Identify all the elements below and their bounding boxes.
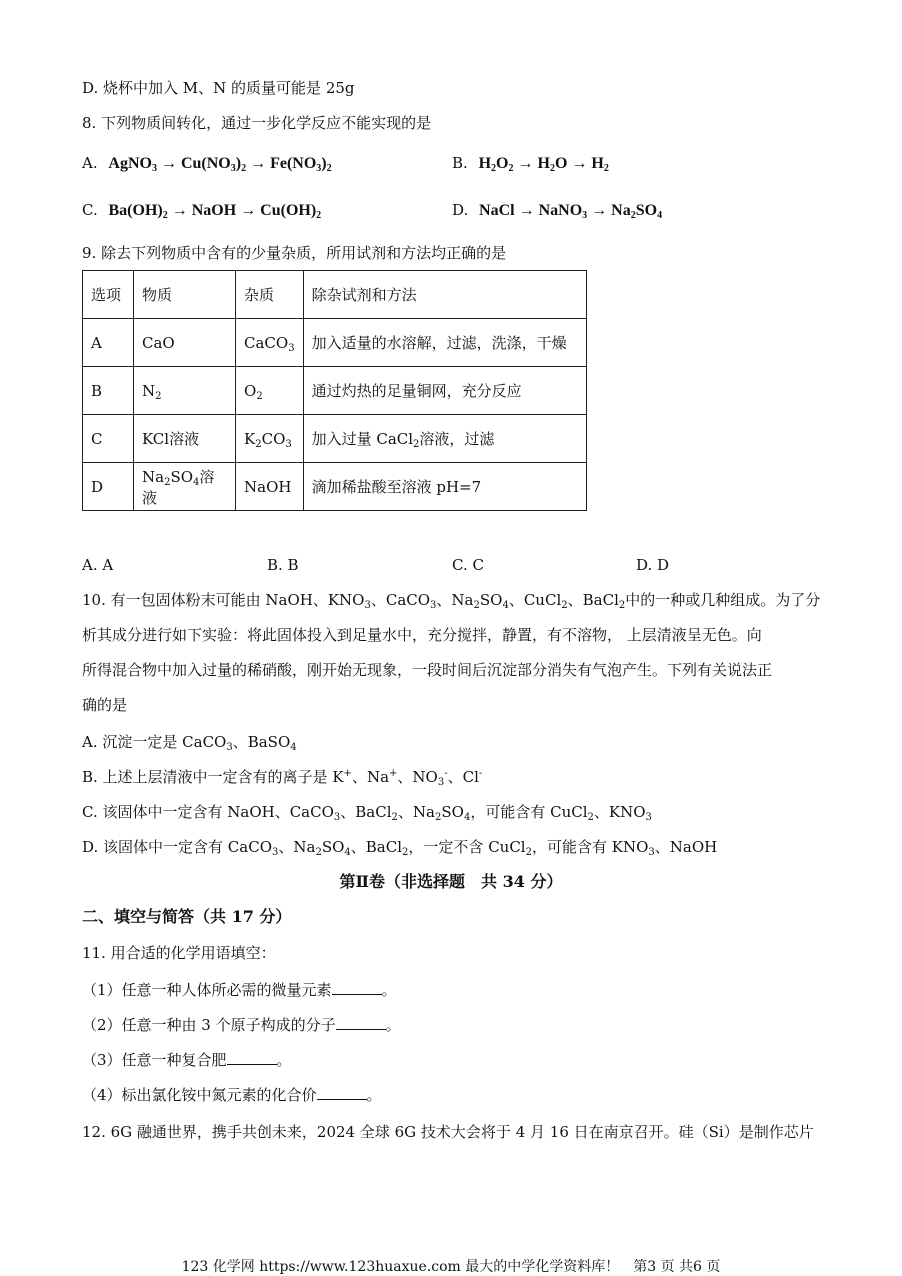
q10-option-b: B. 上述上层清液中一定含有的离子是 K+、Na+、$NO_3^-$、Cl- <box>82 768 483 788</box>
q11-item-4: （4）标出氯化铵中氮元素的化合价 。 <box>82 1086 382 1104</box>
header-cell: 物质 <box>134 271 236 319</box>
q10-line-2: 析其成分进行如下实验：将此固体投入到足量水中，充分搅拌，静置，有不溶物， 上层清液呈无色。向 <box>82 626 762 644</box>
answer-blank <box>317 1085 367 1100</box>
table-row <box>83 463 587 511</box>
q12-line-1: 12. 6G 融通世界，携手共创未来，2024 全球 6G 技术大会将于 4 月 16 日在南京召开。硅（Si）是制作芯片 <box>82 1123 814 1141</box>
table-row <box>83 319 587 367</box>
table-cell-option: B <box>83 367 134 415</box>
q9-answer-d: D. D <box>636 556 670 574</box>
q8-option-a: A. AgNO$_3$ → $Cu(NO_3)_2 \to Fe(NO_3)_2$ <box>82 154 332 174</box>
header-cell: 选项 <box>83 271 134 319</box>
table-cell-impurity: CaCO$_3$ <box>236 319 304 367</box>
table-row <box>83 415 587 463</box>
table-header-row <box>83 271 587 319</box>
q9-answer-a: A. A <box>82 556 114 574</box>
q11-stem: 11. 用合适的化学用语填空： <box>82 944 276 962</box>
q8-option-c: C. $Ba(OH)_2$ → NaOH → $Cu(OH)_2$ <box>82 201 322 221</box>
table-cell-impurity: $O_2$ <box>236 367 304 415</box>
header-cell: 杂质 <box>236 271 304 319</box>
table-cell-impurity: $K_2CO_3$ <box>236 415 304 463</box>
table-cell-method: 加入适量的水溶解，过滤，洗涤，干燥 <box>303 319 586 367</box>
q8-option-a-formula: AgNO$_3$ → $Cu(NO_3)_2 \to Fe(NO_3)_2$ <box>108 155 332 174</box>
table-cell-substance: $N_2$ <box>134 367 236 415</box>
answer-blank <box>332 980 382 995</box>
q10-line-1: 10. 有一包固体粉末可能由 NaOH、$KNO_3$、CaCO$_3$、$Na_2SO_4$、CuCl$_2$、BaCl$_2$中的一种或几种组成。为了分 <box>82 591 821 611</box>
answer-blank <box>336 1015 386 1030</box>
table-cell-substance: KCl溶液 <box>134 415 236 463</box>
table-cell-option: C <box>83 415 134 463</box>
table-cell-impurity: NaOH <box>236 463 304 511</box>
q8-option-b: B. $H_2O_2 \to H_2O \to H_2$ <box>452 154 609 174</box>
q10-option-a: A. 沉淀一定是 CaCO$_3$、BaSO$_4$ <box>82 733 297 753</box>
q9-table <box>82 270 587 511</box>
q8-option-d-formula: NaCl → NaNO$_3$ → $Na_2SO_4$ <box>479 202 663 221</box>
table-cell-option: D <box>83 463 134 511</box>
q10-line-3: 所得混合物中加入过量的稀硝酸，刚开始无现象，一段时间后沉淀部分消失有气泡产生。下列有关说法正 <box>82 661 773 679</box>
q9-answer-b: B. B <box>267 556 299 574</box>
q9-answer-c: C. C <box>452 556 484 574</box>
section-subtitle: 二、填空与简答（共 17 分） <box>82 907 292 926</box>
q11-item-3: （3）任意一种复合肥 。 <box>82 1051 292 1069</box>
q10-line-4: 确的是 <box>82 696 128 714</box>
table-row <box>83 367 587 415</box>
table-cell-substance: CaO <box>134 319 236 367</box>
answer-blank <box>227 1050 277 1065</box>
q8-option-d: D. NaCl → NaNO$_3$ → $Na_2SO_4$ <box>452 201 663 221</box>
q10-option-c: C. 该固体中一定含有 NaOH、CaCO$_3$、BaCl$_2$、$Na_2SO_4$，可能含有 CuCl$_2$、$KNO_3$ <box>82 803 652 823</box>
table-cell-method: 加入过量 CaCl$_2$溶液，过滤 <box>303 415 586 463</box>
table-cell-substance: $Na_2SO_4$溶液 <box>134 463 236 511</box>
q11-item-2: （2）任意一种由 3 个原子构成的分子 。 <box>82 1016 401 1034</box>
q8-stem: 8. 下列物质间转化，通过一步化学反应不能实现的是 <box>82 114 432 132</box>
table-cell-method: 通过灼热的足量铜网，充分反应 <box>303 367 586 415</box>
page-footer: 123 化学网 https://www.123huaxue.com 最大的中学化学资料库！ 第3 页 共6 页 <box>181 1259 721 1275</box>
table-cell-method: 滴加稀盐酸至溶液 pH=7 <box>303 463 586 511</box>
q8-option-c-formula: $Ba(OH)_2$ → NaOH → $Cu(OH)_2$ <box>108 202 322 221</box>
q10-option-d: D. 该固体中一定含有 CaCO$_3$、$Na_2SO_4$、BaCl$_2$，一定不含 CuCl$_2$，可能含有 $KNO_3$、NaOH <box>82 838 718 858</box>
section-title: 第Ⅱ卷（非选择题 共 34 分） <box>339 872 563 891</box>
q11-item-1: （1）任意一种人体所必需的微量元素 。 <box>82 981 397 999</box>
q7-option-d: D. 烧杯中加入 M、N 的质量可能是 25g <box>82 79 355 97</box>
table-cell-option: A <box>83 319 134 367</box>
q8-option-b-formula: $H_2O_2 \to H_2O \to H_2$ <box>478 155 609 174</box>
q9-stem: 9. 除去下列物质中含有的少量杂质，所用试剂和方法均正确的是 <box>82 244 507 262</box>
header-cell: 除杂试剂和方法 <box>303 271 586 319</box>
